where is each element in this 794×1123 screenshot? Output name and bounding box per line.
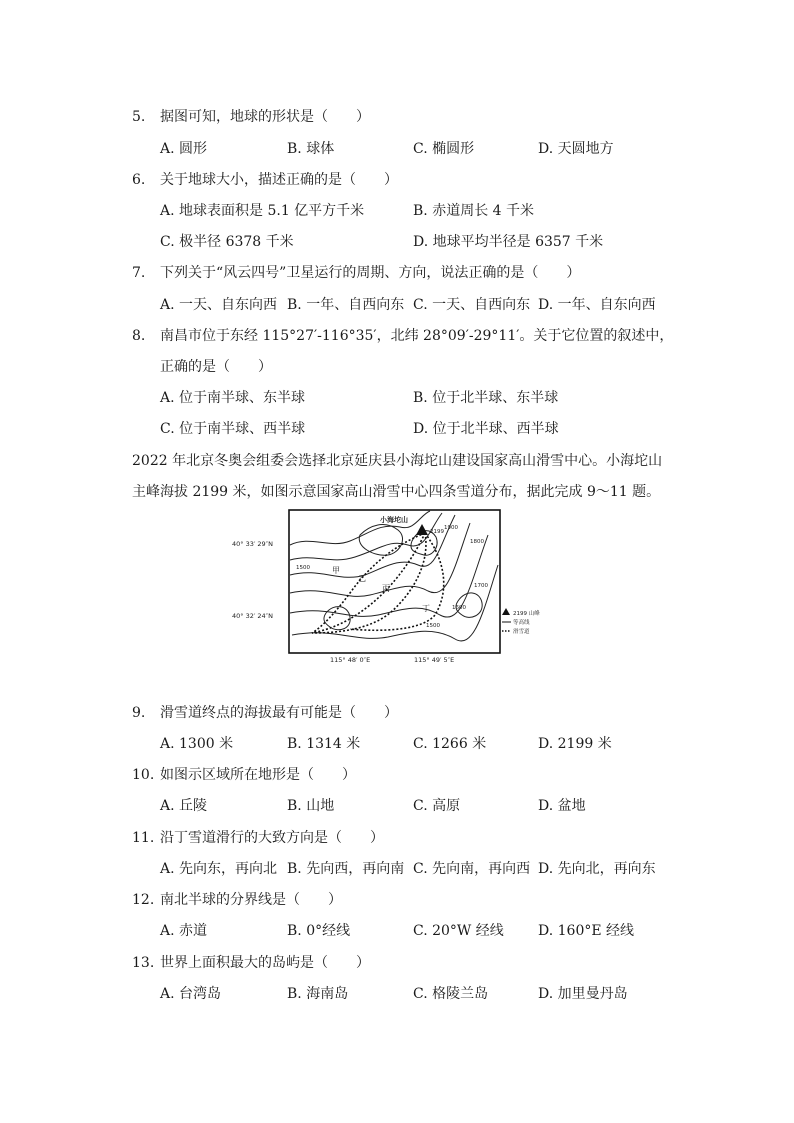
option-c: C. 位于南半球、西半球 (160, 421, 306, 437)
question-number: 6. (132, 172, 146, 188)
legend-peak-label: 2199 山峰 (513, 611, 540, 617)
option-a: A. 先向东，再向北 (160, 861, 278, 877)
option-d: D. 160°E 经线 (538, 923, 635, 939)
peak-height: 2199 (430, 529, 444, 535)
topographic-map (230, 505, 565, 665)
option-c: C. 20°W 经线 (413, 923, 504, 939)
option-d: D. 一年、自东向西 (538, 297, 656, 313)
option-a: A. 1300 米 (160, 736, 234, 752)
question-stem: 世界上面积最大的岛屿是（ ） (160, 955, 370, 971)
question-number: 13. (132, 955, 155, 971)
question-11 (132, 828, 384, 848)
passage-line-2: 主峰海拔 2199 米，如图示意国家高山滑雪中心四条雪道分布，据此完成 9～11 题。 (132, 484, 661, 500)
option-b: B. 球体 (287, 141, 335, 157)
passage-line-1: 2022 年北京冬奥会组委会选择北京延庆县小海坨山建设国家高山滑雪中心。小海坨山 (132, 453, 663, 469)
option-b: B. 海南岛 (287, 986, 349, 1002)
option-c: C. 格陵兰岛 (413, 986, 489, 1002)
option-a: A. 赤道 (160, 923, 208, 939)
question-9 (132, 703, 398, 723)
option-c: C. 先向南，再向西 (413, 861, 531, 877)
option-d: D. 加里曼丹岛 (538, 986, 628, 1002)
legend-contour-label: 等高线 (513, 620, 530, 626)
option-c: C. 一天、自西向东 (413, 297, 531, 313)
option-d: D. 地球平均半径是 6357 千米 (413, 234, 604, 250)
option-d: D. 2199 米 (538, 736, 612, 752)
question-stem-continued: 正确的是（ ） (160, 359, 272, 375)
contour-label: 1900 (444, 525, 458, 531)
question-7 (132, 263, 580, 283)
question-number: 7. (132, 265, 146, 281)
legend-peak-icon (502, 608, 510, 615)
contour-label: 1700 (474, 583, 488, 589)
question-number: 9. (132, 705, 146, 721)
question-12 (132, 890, 342, 910)
option-a: A. 位于南半球、东半球 (160, 390, 306, 406)
option-a: A. 圆形 (160, 141, 208, 157)
run-label-jia: 甲 (332, 566, 340, 575)
option-b: B. 山地 (287, 798, 335, 814)
contour-label: 1600 (452, 605, 466, 611)
question-number: 10. (132, 767, 155, 783)
question-stem: 如图示区域所在地形是（ ） (160, 767, 356, 783)
option-a: A. 丘陵 (160, 798, 208, 814)
option-c: C. 高原 (413, 798, 461, 814)
option-b: B. 0°经线 (287, 923, 351, 939)
question-5 (132, 107, 370, 127)
option-b: B. 先向西，再向南 (287, 861, 405, 877)
question-stem: 南北半球的分界线是（ ） (160, 892, 342, 908)
map-legend (502, 608, 540, 635)
option-b: B. 赤道周长 4 千米 (413, 203, 534, 219)
question-13 (132, 953, 370, 973)
option-a: A. 台湾岛 (160, 986, 222, 1002)
question-stem: 滑雪道终点的海拔最有可能是（ ） (160, 705, 398, 721)
option-c: C. 极半径 6378 千米 (160, 234, 294, 250)
legend-run-label: 滑雪道 (513, 629, 530, 635)
run-label-bing: 丙 (382, 584, 390, 593)
run-label-yi: 乙 (358, 574, 366, 583)
option-d: D. 天圆地方 (538, 141, 614, 157)
question-stem: 沿丁雪道滑行的大致方向是（ ） (160, 830, 384, 846)
question-10 (132, 765, 356, 785)
option-b: B. 1314 米 (287, 736, 361, 752)
option-d: D. 盆地 (538, 798, 586, 814)
question-stem: 关于地球大小，描述正确的是（ ） (160, 172, 398, 188)
option-a: A. 地球表面积是 5.1 亿平方千米 (160, 203, 365, 219)
question-stem: 南昌市位于东经 115°27′-116°35′，北纬 28°09′-29°11′。关于它位置的叙述中， (160, 328, 674, 344)
option-b: B. 一年、自西向东 (287, 297, 405, 313)
question-6 (132, 170, 398, 190)
peak-name: 小海坨山 (380, 516, 408, 524)
question-number: 5. (132, 109, 146, 125)
contour-label: 1800 (470, 539, 484, 545)
lon-right-label: 115° 49′ 5″E (414, 656, 455, 664)
question-stem: 据图可知，地球的形状是（ ） (160, 109, 370, 125)
lon-left-label: 115° 48′ 0″E (330, 656, 371, 664)
option-d: D. 先向北，再向东 (538, 861, 656, 877)
question-number: 8. (132, 328, 146, 344)
lat-top-label: 40° 33′ 29″N (232, 540, 273, 548)
map-svg (230, 505, 565, 665)
option-c: C. 椭圆形 (413, 141, 475, 157)
option-a: A. 一天、自东向西 (160, 297, 278, 313)
question-number: 11. (132, 830, 155, 846)
question-stem: 下列关于“风云四号”卫星运行的周期、方向，说法正确的是（ ） (160, 265, 581, 281)
run-label-ding: 丁 (422, 604, 430, 613)
option-b: B. 位于北半球、东半球 (413, 390, 559, 406)
option-c: C. 1266 米 (413, 736, 487, 752)
question-8 (132, 326, 673, 346)
contour-label: 1500 (296, 565, 310, 571)
contour-label: 1500 (426, 623, 440, 629)
question-number: 12. (132, 892, 155, 908)
option-d: D. 位于北半球、西半球 (413, 421, 559, 437)
lat-bottom-label: 40° 32′ 24″N (232, 612, 273, 620)
